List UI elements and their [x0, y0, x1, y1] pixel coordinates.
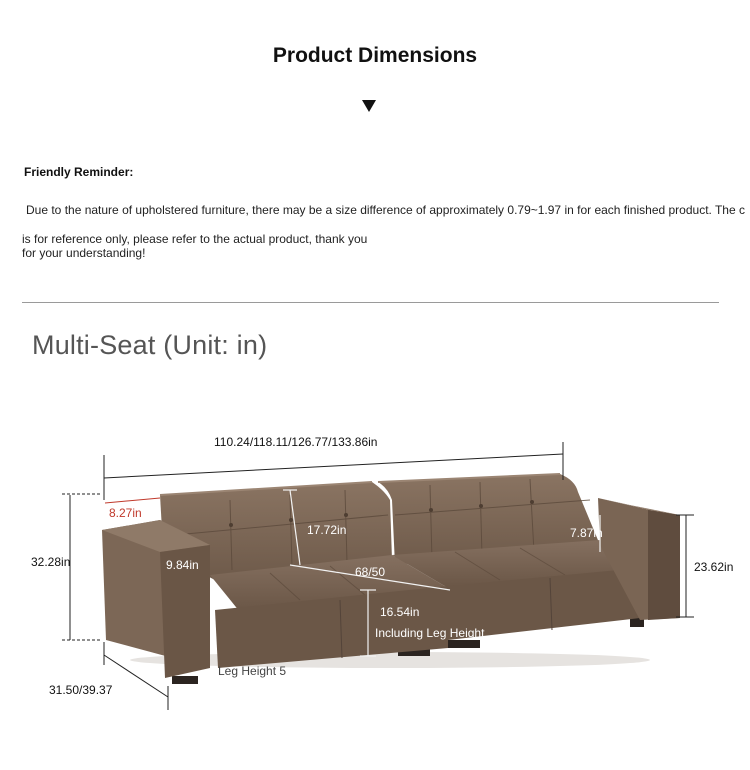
seat-height-label: 16.54in [380, 605, 420, 619]
arm-height-label: 7.87in [570, 526, 603, 540]
page-title: Product Dimensions [272, 44, 478, 67]
depth-label: 31.50/39.37 [49, 683, 113, 697]
length-label: 110.24/118.11/126.77/133.86in [214, 435, 378, 449]
including-leg-label: Including Leg Height [375, 626, 485, 640]
right-height-label: 23.62in [694, 560, 734, 574]
seat-depth-label: 68/50 [355, 565, 386, 579]
reminder-heading: Friendly Reminder: [24, 165, 134, 179]
section-divider [22, 302, 719, 303]
down-arrow-icon [362, 100, 376, 112]
arm-width-label: 9.84in [166, 558, 199, 572]
sofa-illustration [102, 474, 680, 684]
sofa-dimension-diagram [0, 400, 750, 770]
back-height-label: 17.72in [307, 523, 347, 537]
total-height-label: 32.28in [31, 555, 71, 569]
reminder-text-line1: Due to the nature of upholstered furniture, there may be a size difference of approximately 0.79~1.97 in for each finished product. The c [26, 203, 745, 217]
arm-top-label: 8.27in [109, 506, 142, 520]
leg-height-label: Leg Height 5 [218, 664, 287, 678]
section-title: Multi-Seat (Unit: in) [32, 330, 268, 360]
reminder-text-line2: is for reference only, please refer to the actual product, thank you for your understanding! [22, 232, 368, 260]
